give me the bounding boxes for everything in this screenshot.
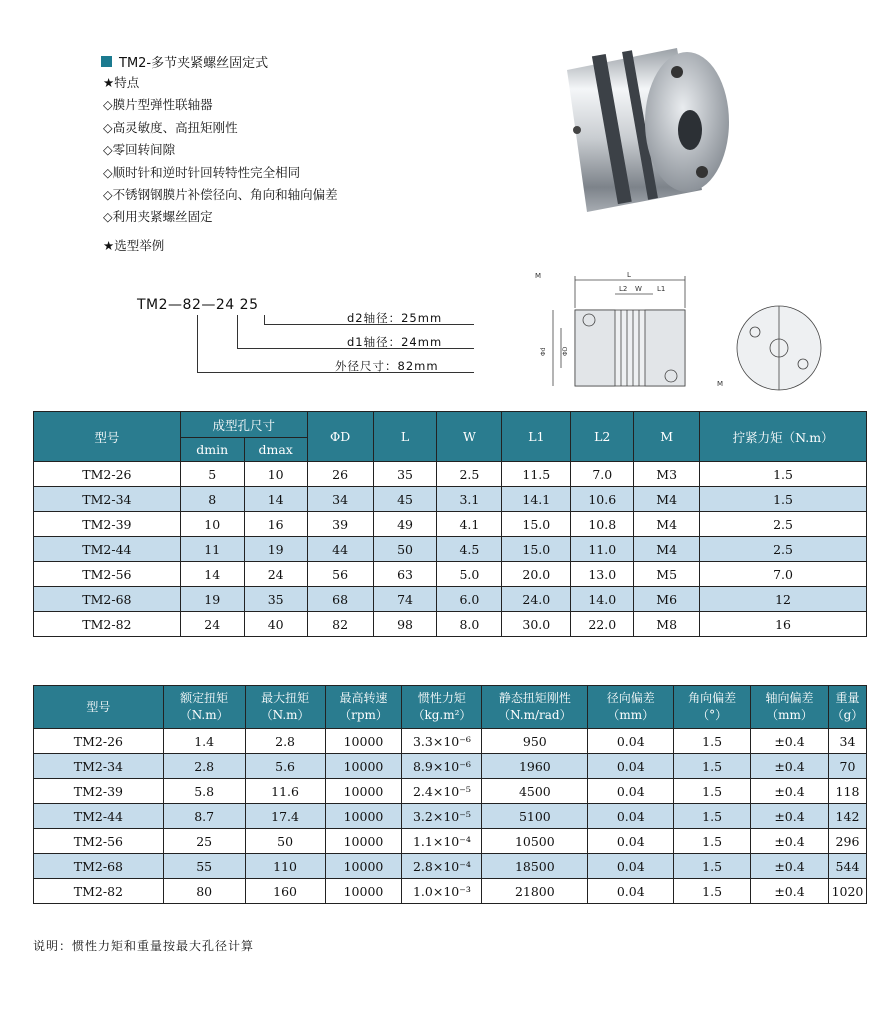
- feature-item: ◇不锈钢钢膜片补偿径向、角向和轴向偏差: [103, 187, 338, 203]
- table-row: [34, 462, 867, 487]
- table-cell: TM2-82: [34, 879, 164, 904]
- header-line-1: 型号: [86, 699, 111, 714]
- code-prefix: TM2—: [137, 297, 183, 313]
- table-cell: M8: [634, 612, 700, 637]
- table-cell: 3.3×10⁻⁶: [402, 729, 482, 754]
- table-cell: 11.0: [571, 537, 634, 562]
- code-d1: 24: [215, 297, 235, 313]
- table-row: [34, 754, 867, 779]
- table-cell: 98: [373, 612, 437, 637]
- table-cell: 82: [307, 612, 373, 637]
- table-cell: 45: [373, 487, 437, 512]
- table-cell: 4.1: [437, 512, 502, 537]
- table-cell: 1.5: [674, 879, 751, 904]
- table-cell: 3.1: [437, 487, 502, 512]
- table-cell: 2.8×10⁻⁴: [402, 854, 482, 879]
- table-cell: TM2-44: [34, 537, 181, 562]
- code-od: 82: [182, 297, 202, 313]
- table-cell: 10000: [325, 804, 402, 829]
- table-cell: TM2-39: [34, 779, 164, 804]
- table-cell: TM2-56: [34, 829, 164, 854]
- table-row: [34, 779, 867, 804]
- table-cell: 1.5: [674, 779, 751, 804]
- table-cell: 70: [828, 754, 866, 779]
- table-cell: 63: [373, 562, 437, 587]
- th-W: W: [437, 412, 502, 462]
- technical-drawing: [527, 268, 827, 393]
- header-line-2: （N.m）: [179, 708, 229, 722]
- d2-label: d2轴径：25mm: [347, 311, 443, 325]
- table-cell: 22.0: [571, 612, 634, 637]
- header-line-2: （°）: [697, 708, 728, 722]
- table-cell: 50: [373, 537, 437, 562]
- table-cell: 10: [180, 512, 244, 537]
- table-cell: ±0.4: [751, 854, 829, 879]
- table-cell: 56: [307, 562, 373, 587]
- table-row: [34, 729, 867, 754]
- table-cell: 16: [244, 512, 307, 537]
- table-cell: 24: [180, 612, 244, 637]
- table-header-cell: [751, 686, 829, 729]
- performance-table: [33, 685, 867, 904]
- th-M: M: [634, 412, 700, 462]
- table-header-cell: [245, 686, 325, 729]
- table-header-cell: [588, 686, 674, 729]
- table-cell: 1.5: [674, 829, 751, 854]
- table-cell: 15.0: [502, 537, 571, 562]
- table-cell: 14: [244, 487, 307, 512]
- header-line-2: （rpm）: [339, 708, 388, 722]
- table-cell: 35: [244, 587, 307, 612]
- bore-hole: [678, 110, 702, 150]
- table-cell: 110: [245, 854, 325, 879]
- table-cell: 10000: [325, 779, 402, 804]
- table-cell: 1.5: [674, 804, 751, 829]
- table-cell: 8.7: [163, 804, 245, 829]
- th-model: 型号: [34, 412, 181, 462]
- table-cell: 17.4: [245, 804, 325, 829]
- table-cell: 50: [245, 829, 325, 854]
- header-line-2: （g）: [831, 708, 864, 722]
- table-cell: 5.0: [437, 562, 502, 587]
- table-cell: 2.8: [245, 729, 325, 754]
- features-list: [103, 72, 338, 229]
- table-cell: 8.0: [437, 612, 502, 637]
- table-cell: 1020: [828, 879, 866, 904]
- screw-hole: [573, 126, 581, 134]
- table-header-cell: [828, 686, 866, 729]
- table-cell: 19: [244, 537, 307, 562]
- table-cell: 10000: [325, 879, 402, 904]
- table-cell: 4.5: [437, 537, 502, 562]
- header-line-1: 最大扭矩: [261, 691, 310, 705]
- table-cell: 5.6: [245, 754, 325, 779]
- table-cell: 1.5: [674, 754, 751, 779]
- table-cell: 0.04: [588, 879, 674, 904]
- table-cell: 18500: [482, 854, 588, 879]
- table-cell: 2.5: [437, 462, 502, 487]
- table-header-cell: [402, 686, 482, 729]
- table-cell: 35: [373, 462, 437, 487]
- table-cell: 1.4: [163, 729, 245, 754]
- od-label: 外径尺寸：82mm: [335, 359, 439, 373]
- table-cell: 40: [244, 612, 307, 637]
- table-cell: ±0.4: [751, 779, 829, 804]
- table-row: [34, 804, 867, 829]
- table-cell: 10500: [482, 829, 588, 854]
- table-cell: 10.8: [571, 512, 634, 537]
- table-cell: TM2-56: [34, 562, 181, 587]
- table-cell: TM2-34: [34, 754, 164, 779]
- table-cell: 26: [307, 462, 373, 487]
- dimension-table: [33, 411, 867, 637]
- table-cell: 10000: [325, 729, 402, 754]
- table-cell: 10: [244, 462, 307, 487]
- header-line-1: 轴向偏差: [765, 691, 814, 705]
- table-cell: 34: [307, 487, 373, 512]
- table-header-cell: [674, 686, 751, 729]
- table-cell: M4: [634, 487, 700, 512]
- table-cell: 544: [828, 854, 866, 879]
- table-cell: 1.5: [674, 729, 751, 754]
- leader-od: [197, 315, 198, 372]
- table-row: [34, 537, 867, 562]
- table-row: [34, 854, 867, 879]
- table-cell: 24: [244, 562, 307, 587]
- table-cell: 4500: [482, 779, 588, 804]
- table-row: [34, 512, 867, 537]
- table-cell: 2.8: [163, 754, 245, 779]
- table-cell: M4: [634, 512, 700, 537]
- table-cell: 0.04: [588, 854, 674, 879]
- table-cell: M4: [634, 537, 700, 562]
- table-cell: ±0.4: [751, 879, 829, 904]
- header-line-1: 重量: [835, 691, 860, 705]
- feature-item: ◇顺时针和逆时针回转特性完全相同: [103, 164, 301, 180]
- page-title: TM2-多节夹紧螺丝固定式: [119, 56, 269, 71]
- table-cell: 11.6: [245, 779, 325, 804]
- code-sep: —: [201, 297, 216, 313]
- table-header-cell: [34, 686, 164, 729]
- table-cell: 39: [307, 512, 373, 537]
- example-model-code: [137, 297, 258, 313]
- dim-M-top: M: [535, 272, 542, 280]
- dim-d: Φd: [540, 347, 547, 356]
- table-cell: 7.0: [571, 462, 634, 487]
- table-cell: 14.1: [502, 487, 571, 512]
- table-row: [34, 562, 867, 587]
- example-heading: ★选型举例: [103, 238, 165, 253]
- table-cell: 19: [180, 587, 244, 612]
- table-cell: 14.0: [571, 587, 634, 612]
- table-cell: TM2-26: [34, 462, 181, 487]
- leader-d2: [264, 315, 265, 324]
- table-cell: 14: [180, 562, 244, 587]
- screw-hole: [671, 66, 683, 78]
- footnote: 说明：惯性力矩和重量按最大孔径计算: [33, 939, 255, 953]
- table-cell: 5: [180, 462, 244, 487]
- table-cell: 25: [163, 829, 245, 854]
- table-cell: 1.5: [700, 487, 867, 512]
- header-line-1: 径向偏差: [606, 691, 655, 705]
- table-cell: 24.0: [502, 587, 571, 612]
- table-cell: 13.0: [571, 562, 634, 587]
- table-cell: M5: [634, 562, 700, 587]
- table-cell: 15.0: [502, 512, 571, 537]
- feature-item: ◇高灵敏度、高扭矩刚性: [103, 119, 238, 135]
- header-line-1: 角向偏差: [688, 691, 737, 705]
- table-cell: TM2-68: [34, 854, 164, 879]
- th-torque: 拧紧力矩（N.m）: [700, 412, 867, 462]
- table-cell: 2.5: [700, 512, 867, 537]
- table-cell: 0.04: [588, 754, 674, 779]
- table-cell: 3.2×10⁻⁵: [402, 804, 482, 829]
- table-cell: 44: [307, 537, 373, 562]
- header-line-2: （N.m/rad）: [498, 708, 572, 722]
- table-cell: 74: [373, 587, 437, 612]
- table-cell: 80: [163, 879, 245, 904]
- table-header-cell: [482, 686, 588, 729]
- table-cell: TM2-44: [34, 804, 164, 829]
- leader-d1: [237, 315, 238, 348]
- table-cell: 34: [828, 729, 866, 754]
- table-cell: 49: [373, 512, 437, 537]
- table-cell: 55: [163, 854, 245, 879]
- table-cell: 296: [828, 829, 866, 854]
- header-line-2: （mm）: [766, 708, 813, 722]
- table-header-cell: [325, 686, 402, 729]
- title-square-icon: [101, 56, 112, 67]
- table-cell: 142: [828, 804, 866, 829]
- features-heading: ★特点: [103, 75, 140, 90]
- table-cell: TM2-82: [34, 612, 181, 637]
- table-cell: 8.9×10⁻⁶: [402, 754, 482, 779]
- table-cell: 2.5: [700, 537, 867, 562]
- table-cell: 0.04: [588, 829, 674, 854]
- table-cell: 7.0: [700, 562, 867, 587]
- table-cell: TM2-26: [34, 729, 164, 754]
- th-L2: L2: [571, 412, 634, 462]
- header-line-1: 最高转速: [339, 691, 388, 705]
- table-cell: 1960: [482, 754, 588, 779]
- performance-table-body: [34, 729, 867, 904]
- header-line-2: （N.m）: [260, 708, 310, 722]
- feature-item: ◇零回转间隙: [103, 142, 176, 158]
- table-row: [34, 612, 867, 637]
- dim-W: W: [635, 285, 642, 293]
- th-dmax: dmax: [244, 438, 307, 462]
- table-cell: 12: [700, 587, 867, 612]
- table-cell: 1.5: [700, 462, 867, 487]
- table-cell: 5100: [482, 804, 588, 829]
- table-cell: 10.6: [571, 487, 634, 512]
- table-cell: 11.5: [502, 462, 571, 487]
- table-cell: TM2-34: [34, 487, 181, 512]
- table-cell: 10000: [325, 829, 402, 854]
- header-line-1: 惯性力矩: [417, 691, 466, 705]
- table-cell: ±0.4: [751, 829, 829, 854]
- dim-L: L: [627, 271, 631, 279]
- table-cell: 6.0: [437, 587, 502, 612]
- table-cell: 0.04: [588, 729, 674, 754]
- th-dmin: dmin: [180, 438, 244, 462]
- table-cell: M3: [634, 462, 700, 487]
- table-cell: 1.0×10⁻³: [402, 879, 482, 904]
- table-cell: 10000: [325, 754, 402, 779]
- dim-L2: L2: [619, 285, 628, 293]
- feature-item: ◇膜片型弹性联轴器: [103, 97, 213, 113]
- table-cell: 68: [307, 587, 373, 612]
- header-line-2: （mm）: [607, 708, 655, 722]
- table-cell: 30.0: [502, 612, 571, 637]
- table-cell: ±0.4: [751, 804, 829, 829]
- th-bore: 成型孔尺寸: [180, 412, 307, 438]
- table-cell: 0.04: [588, 804, 674, 829]
- table-cell: 1.5: [674, 854, 751, 879]
- table-cell: 1.1×10⁻⁴: [402, 829, 482, 854]
- table-cell: 2.4×10⁻⁵: [402, 779, 482, 804]
- table-row: [34, 487, 867, 512]
- th-L1: L1: [502, 412, 571, 462]
- table-header-cell: [163, 686, 245, 729]
- performance-table-header: [34, 686, 867, 729]
- header-line-1: 额定扭矩: [180, 691, 229, 705]
- table-cell: 118: [828, 779, 866, 804]
- header-line-2: （kg.m²）: [412, 708, 472, 722]
- dim-L1: L1: [657, 285, 666, 293]
- table-cell: 21800: [482, 879, 588, 904]
- section-title: [101, 52, 268, 71]
- coupling-photo: [527, 30, 747, 220]
- table-cell: 20.0: [502, 562, 571, 587]
- table-cell: 160: [245, 879, 325, 904]
- table-cell: TM2-39: [34, 512, 181, 537]
- table-cell: 5.8: [163, 779, 245, 804]
- th-L: L: [373, 412, 437, 462]
- table-cell: ±0.4: [751, 729, 829, 754]
- table-cell: 950: [482, 729, 588, 754]
- table-row: [34, 879, 867, 904]
- dim-M-side: M: [717, 380, 724, 388]
- table-cell: 0.04: [588, 779, 674, 804]
- th-phiD: ΦD: [307, 412, 373, 462]
- table-cell: 11: [180, 537, 244, 562]
- table-row: [34, 587, 867, 612]
- table-cell: 8: [180, 487, 244, 512]
- header-line-1: 静态扭矩刚性: [498, 691, 571, 705]
- dimension-table-body: [34, 462, 867, 637]
- screw-hole: [696, 166, 708, 178]
- table-cell: ±0.4: [751, 754, 829, 779]
- table-row: [34, 829, 867, 854]
- table-cell: 16: [700, 612, 867, 637]
- feature-item: ◇利用夹紧螺丝固定: [103, 209, 213, 225]
- table-cell: 10000: [325, 854, 402, 879]
- table-cell: M6: [634, 587, 700, 612]
- code-d2: 25: [239, 297, 259, 313]
- dim-D: ΦD: [562, 346, 569, 356]
- table-cell: TM2-68: [34, 587, 181, 612]
- d1-label: d1轴径：24mm: [347, 335, 443, 349]
